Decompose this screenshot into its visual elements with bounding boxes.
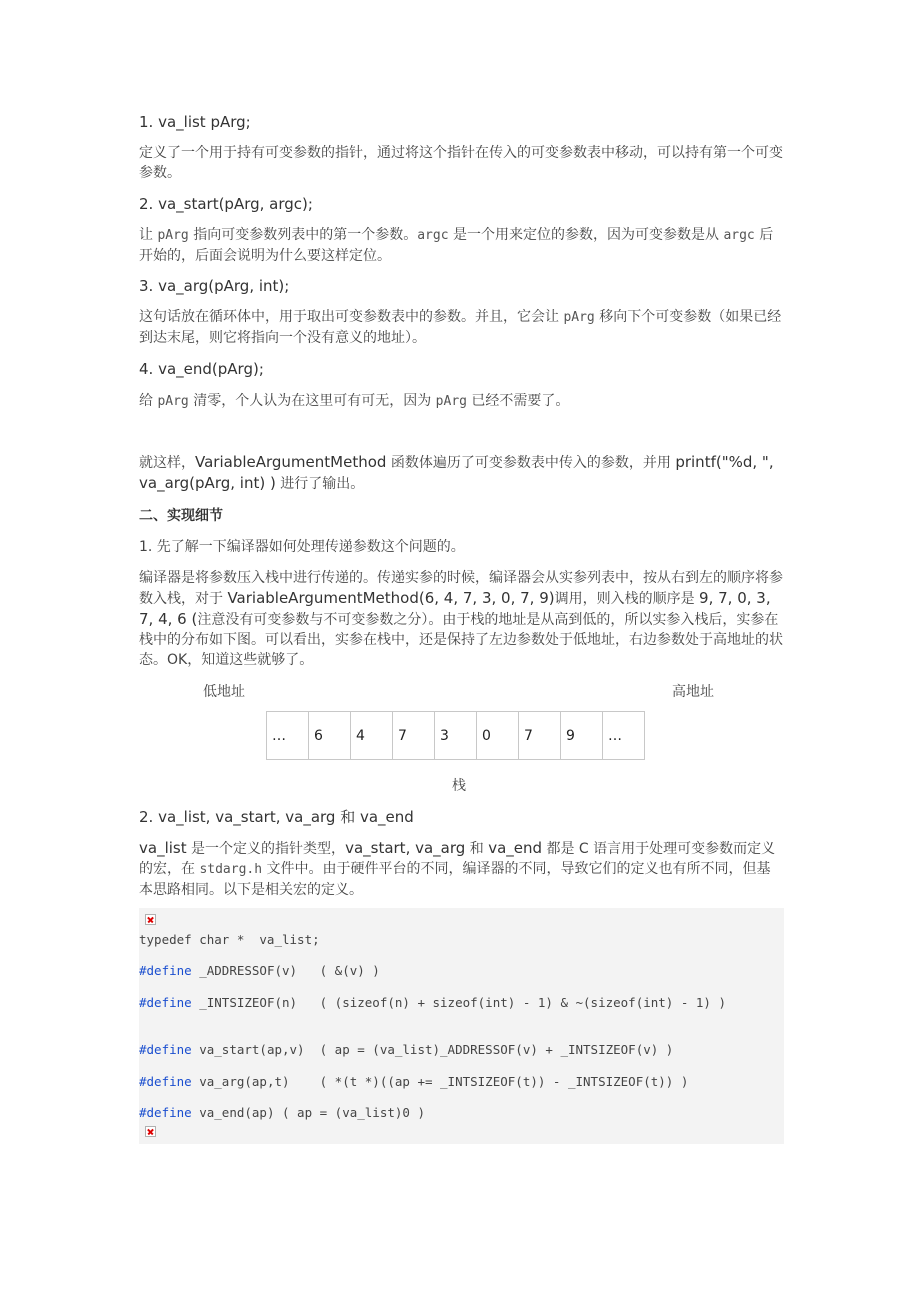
text-run: 是一个定义的指针类型， — [186, 841, 346, 857]
code-text: _INTSIZEOF(n) ( (sizeof(n) + sizeof(int) - 1) & ~(sizeof(int) - 1) ) — [191, 995, 727, 1010]
code-keyword: #define — [139, 1074, 192, 1089]
text-run: 让 — [139, 227, 158, 243]
text-run: 调用，则入栈的顺序是 — [554, 591, 700, 607]
code-keyword: #define — [139, 995, 192, 1010]
code-text: va_end(ap) ( ap = (va_list)0 ) — [191, 1105, 425, 1120]
code-line — [139, 1105, 779, 1121]
inline-term: 9, 7, 0, 3, 7, 4, 6 ( — [139, 589, 771, 628]
code-line — [139, 963, 779, 979]
code-text: typedef char * va_list; — [139, 932, 320, 947]
item-desc-3 — [139, 307, 784, 348]
code-text: va_start(ap,v) ( ap = (va_list)_ADDRESSOF(v) + _INTSIZEOF(v) ) — [191, 1042, 674, 1057]
inline-code: argc — [723, 228, 755, 243]
stack-caption: 栈 — [452, 778, 466, 794]
stack-cell: 7 — [519, 712, 561, 760]
sub2-title: 2. va_list, va_start, va_arg 和 va_end — [139, 808, 414, 826]
item-heading-3: 3. va_arg(pArg, int); — [139, 277, 290, 295]
stack-cell: … — [267, 712, 309, 760]
stack-cell: 6 — [309, 712, 351, 760]
section-title: 二、实现细节 — [139, 508, 223, 524]
inline-code: pArg — [563, 310, 595, 325]
item-desc-1: 定义了一个用于持有可变参数的指针，通过将这个指针在传入的可变参数表中移动，可以持有第一个可变参数。 — [139, 145, 783, 181]
summary-paragraph — [139, 452, 784, 494]
stack-cell: 7 — [393, 712, 435, 760]
stack-table — [266, 711, 645, 760]
sub1-title: 1. 先了解一下编译器如何处理传递参数这个问题的。 — [139, 539, 465, 555]
low-address-label: 低地址 — [203, 684, 245, 700]
text-run: 是一个用来定位的参数，因为可变参数是从 — [448, 227, 724, 243]
text-run: 已经不需要了。 — [466, 393, 570, 409]
text-run: 和 — [465, 841, 489, 857]
stack-cell: 9 — [561, 712, 603, 760]
text-run: 清零，个人认为在这里可有可无，因为 — [188, 393, 436, 409]
stack-cell: 4 — [351, 712, 393, 760]
stack-cell: 0 — [477, 712, 519, 760]
item-heading-1: 1. va_list pArg; — [139, 113, 251, 131]
broken-image-icon — [145, 914, 156, 925]
inline-term: VariableArgumentMethod — [195, 453, 387, 471]
stack-cell: 3 — [435, 712, 477, 760]
inline-code: pArg — [435, 394, 467, 409]
text-run: 移向下个可变参数（如果已经到达末尾，则它将指向一个没有意义的地址）。 — [139, 309, 782, 346]
code-keyword: #define — [139, 963, 192, 978]
text-run: 给 — [139, 393, 158, 409]
stack-row — [267, 712, 645, 760]
high-address-label: 高地址 — [672, 684, 714, 700]
code-line — [139, 995, 779, 1011]
code-line — [139, 1042, 779, 1058]
text-run: 进行了输出。 — [275, 476, 365, 492]
inline-code: pArg — [157, 394, 189, 409]
code-keyword: #define — [139, 1105, 192, 1120]
text-run: 函数体遍历了可变参数表中传入的参数，并用 — [386, 455, 676, 471]
text-run: 注意没有可变参数与不可变参数之分）。由于栈的地址是从高到低的，所以实参入栈后，实参在栈中的分布如下图。可以看出，实参在栈中，还是保持了左边参数处于低地址，右边参数处于高地址的状态。OK，知道这些就够了。 — [139, 612, 783, 668]
text-run: 指向可变参数列表中的第一个参数。 — [188, 227, 418, 243]
item-desc-2 — [139, 225, 784, 266]
item-heading-2: 2. va_start(pArg, argc); — [139, 195, 313, 213]
code-keyword: #define — [139, 1042, 192, 1057]
inline-code: stdarg.h — [199, 862, 263, 877]
item-heading-4: 4. va_end(pArg); — [139, 360, 264, 378]
code-line — [139, 932, 779, 948]
inline-term: printf("%d, ", va_arg(pArg, int) ) — [139, 453, 774, 492]
inline-term: va_list — [139, 839, 187, 857]
inline-term: va_end — [488, 839, 543, 857]
code-text: _ADDRESSOF(v) ( &(v) ) — [191, 963, 380, 978]
inline-term: va_start, va_arg — [345, 839, 466, 857]
inline-code: pArg — [157, 228, 189, 243]
item-desc-4 — [139, 391, 784, 412]
text-run: 后开始的，后面会说明为什么要这样定位。 — [139, 227, 774, 264]
text-run: 这句话放在循环体中，用于取出可变参数表中的参数。并且，它会让 — [139, 309, 564, 325]
inline-term: VariableArgumentMethod(6, 4, 7, 3, 0, 7, 9) — [227, 589, 555, 607]
text-run: 编译器是将参数压入栈中进行传递的。传递实参的时候，编译器会从实参列表中，按从右到左的顺序将参数入栈，对于 — [139, 570, 783, 607]
sub2-desc — [139, 838, 784, 900]
stack-cell: … — [603, 712, 645, 760]
code-line — [139, 1074, 779, 1090]
code-text: va_arg(ap,t) ( *(t *)((ap += _INTSIZEOF(t)) - _INTSIZEOF(t)) ) — [191, 1074, 689, 1089]
inline-code: argc — [417, 228, 449, 243]
text-run: 就这样， — [139, 455, 195, 471]
text-run: 都是 C 语言用于处理可变参数而定义的宏，在 — [139, 841, 776, 877]
text-run: 文件中。由于硬件平台的不同，编译器的不同，导致它们的定义也有所不同，但基本思路相同。以下是相关宏的定义。 — [139, 861, 771, 898]
sub1-desc — [139, 568, 784, 670]
broken-image-icon — [145, 1126, 156, 1137]
